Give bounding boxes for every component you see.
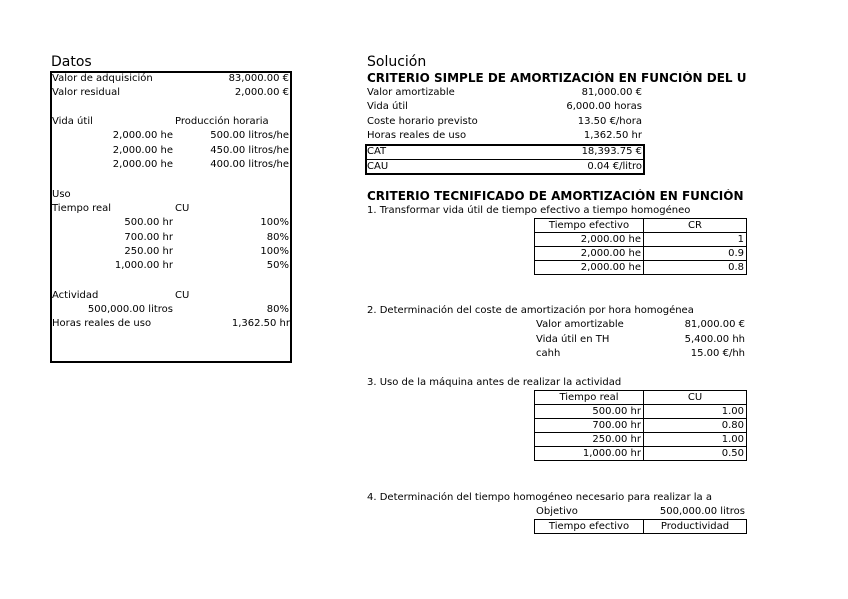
simple-label: Vida útil bbox=[367, 101, 408, 112]
actividad-value: 500,000.00 litros bbox=[87, 304, 173, 315]
table-header-row bbox=[535, 219, 747, 233]
valor-residual-label: Valor residual bbox=[52, 87, 121, 98]
cat-label: CAT bbox=[367, 146, 387, 157]
simple-value: 13.50 €/hora bbox=[577, 116, 642, 127]
table-cell: 1 bbox=[644, 233, 747, 247]
produccion-horaria-label: Producción horaria bbox=[175, 116, 269, 127]
vida-he: 2,000.00 he bbox=[112, 159, 173, 170]
actividad-cu-label: CU bbox=[175, 290, 190, 301]
table-header-row bbox=[535, 520, 747, 534]
vida-he: 2,000.00 he bbox=[112, 130, 173, 141]
criterio-simple-heading: CRITERIO SIMPLE DE AMORTIZACIÓN EN FUNCIÓN DEL U bbox=[367, 71, 746, 85]
valor-residual-value: 2,000.00 € bbox=[234, 87, 289, 98]
step3-label: 3. Uso de la máquina antes de realizar la actividad bbox=[367, 377, 622, 388]
uso-cu: 100% bbox=[260, 246, 289, 257]
step2-row-value: 5,400.00 hh bbox=[684, 334, 745, 345]
datos-title: Datos bbox=[51, 54, 92, 70]
table-cell: 2,000.00 he bbox=[535, 247, 644, 261]
table-cell: 1.00 bbox=[644, 405, 747, 419]
step1-table bbox=[534, 218, 747, 275]
cu-label: CU bbox=[175, 203, 190, 214]
horas-reales-label: Horas reales de uso bbox=[52, 318, 152, 329]
uso-cu: 80% bbox=[266, 232, 289, 243]
actividad-label: Actividad bbox=[52, 290, 99, 301]
table-row bbox=[535, 261, 747, 275]
table-cell: 2,000.00 he bbox=[535, 261, 644, 275]
actividad-cu-value: 80% bbox=[266, 304, 289, 315]
solucion-title: Solución bbox=[367, 54, 427, 70]
simple-value: 6,000.00 horas bbox=[566, 101, 642, 112]
table-cell: 250.00 hr bbox=[535, 433, 644, 447]
step1-label: 1. Transformar vida útil de tiempo efectivo a tiempo homogéneo bbox=[367, 205, 691, 216]
uso-hr: 250.00 hr bbox=[124, 246, 173, 257]
valor-adquisicion-value: 83,000.00 € bbox=[228, 73, 289, 84]
table-row bbox=[535, 419, 747, 433]
table-row bbox=[535, 405, 747, 419]
step2-row-label: Valor amortizable bbox=[536, 319, 624, 330]
cau-label: CAU bbox=[367, 161, 389, 172]
table-cell: 0.9 bbox=[644, 247, 747, 261]
simple-label: Coste horario previsto bbox=[367, 116, 478, 127]
table-header: CU bbox=[644, 391, 747, 405]
simple-label: Horas reales de uso bbox=[367, 130, 467, 141]
valor-adquisicion-label: Valor de adquisición bbox=[52, 73, 153, 84]
table-cell: 1,000.00 hr bbox=[535, 447, 644, 461]
table-row bbox=[535, 433, 747, 447]
table-row bbox=[535, 247, 747, 261]
uso-cu: 50% bbox=[266, 260, 289, 271]
objetivo-label: Objetivo bbox=[536, 506, 578, 517]
table-row bbox=[535, 447, 747, 461]
uso-hr: 500.00 hr bbox=[124, 217, 173, 228]
table-cell: 1.00 bbox=[644, 433, 747, 447]
uso-label: Uso bbox=[52, 189, 71, 200]
table-cell: 0.8 bbox=[644, 261, 747, 275]
vida-prod: 400.00 litros/he bbox=[210, 159, 289, 170]
vida-prod: 500.00 litros/he bbox=[210, 130, 289, 141]
table-header: Tiempo efectivo bbox=[535, 520, 644, 534]
tiempo-real-label: Tiempo real bbox=[52, 203, 112, 214]
table-cell: 700.00 hr bbox=[535, 419, 644, 433]
table-header-row bbox=[535, 391, 747, 405]
uso-hr: 700.00 hr bbox=[124, 232, 173, 243]
step4-table bbox=[534, 519, 747, 534]
vida-util-label: Vida útil bbox=[52, 116, 93, 127]
simple-label: Valor amortizable bbox=[367, 87, 455, 98]
uso-cu: 100% bbox=[260, 217, 289, 228]
table-header: Tiempo efectivo bbox=[535, 219, 644, 233]
table-header: Productividad bbox=[644, 520, 747, 534]
table-cell: 0.80 bbox=[644, 419, 747, 433]
objetivo-value: 500,000.00 litros bbox=[659, 506, 745, 517]
step2-row-value: 81,000.00 € bbox=[684, 319, 745, 330]
table-cell: 0.50 bbox=[644, 447, 747, 461]
step3-table bbox=[534, 390, 747, 461]
uso-hr: 1,000.00 hr bbox=[114, 260, 173, 271]
step4-label: 4. Determinación del tiempo homogéneo necesario para realizar la a bbox=[367, 492, 712, 503]
table-header: CR bbox=[644, 219, 747, 233]
table-header: Tiempo real bbox=[535, 391, 644, 405]
table-cell: 2,000.00 he bbox=[535, 233, 644, 247]
step2-row-label: cahh bbox=[536, 348, 561, 359]
simple-value: 81,000.00 € bbox=[581, 87, 642, 98]
horas-reales-value: 1,362.50 hr bbox=[231, 318, 290, 329]
table-row bbox=[535, 233, 747, 247]
cat-value: 18,393.75 € bbox=[581, 146, 642, 157]
vida-prod: 450.00 litros/he bbox=[210, 145, 289, 156]
step2-label: 2. Determinación del coste de amortización por hora homogénea bbox=[367, 305, 694, 316]
simple-value: 1,362.50 hr bbox=[583, 130, 642, 141]
criterio-tecnificado-heading: CRITERIO TECNIFICADO DE AMORTIZACIÓN EN FUNCIÓN bbox=[367, 189, 744, 203]
step2-row-label: Vida útil en TH bbox=[536, 334, 610, 345]
step2-row-value: 15.00 €/hh bbox=[690, 348, 745, 359]
cau-value: 0.04 €/litro bbox=[587, 161, 642, 172]
vida-he: 2,000.00 he bbox=[112, 145, 173, 156]
table-cell: 500.00 hr bbox=[535, 405, 644, 419]
